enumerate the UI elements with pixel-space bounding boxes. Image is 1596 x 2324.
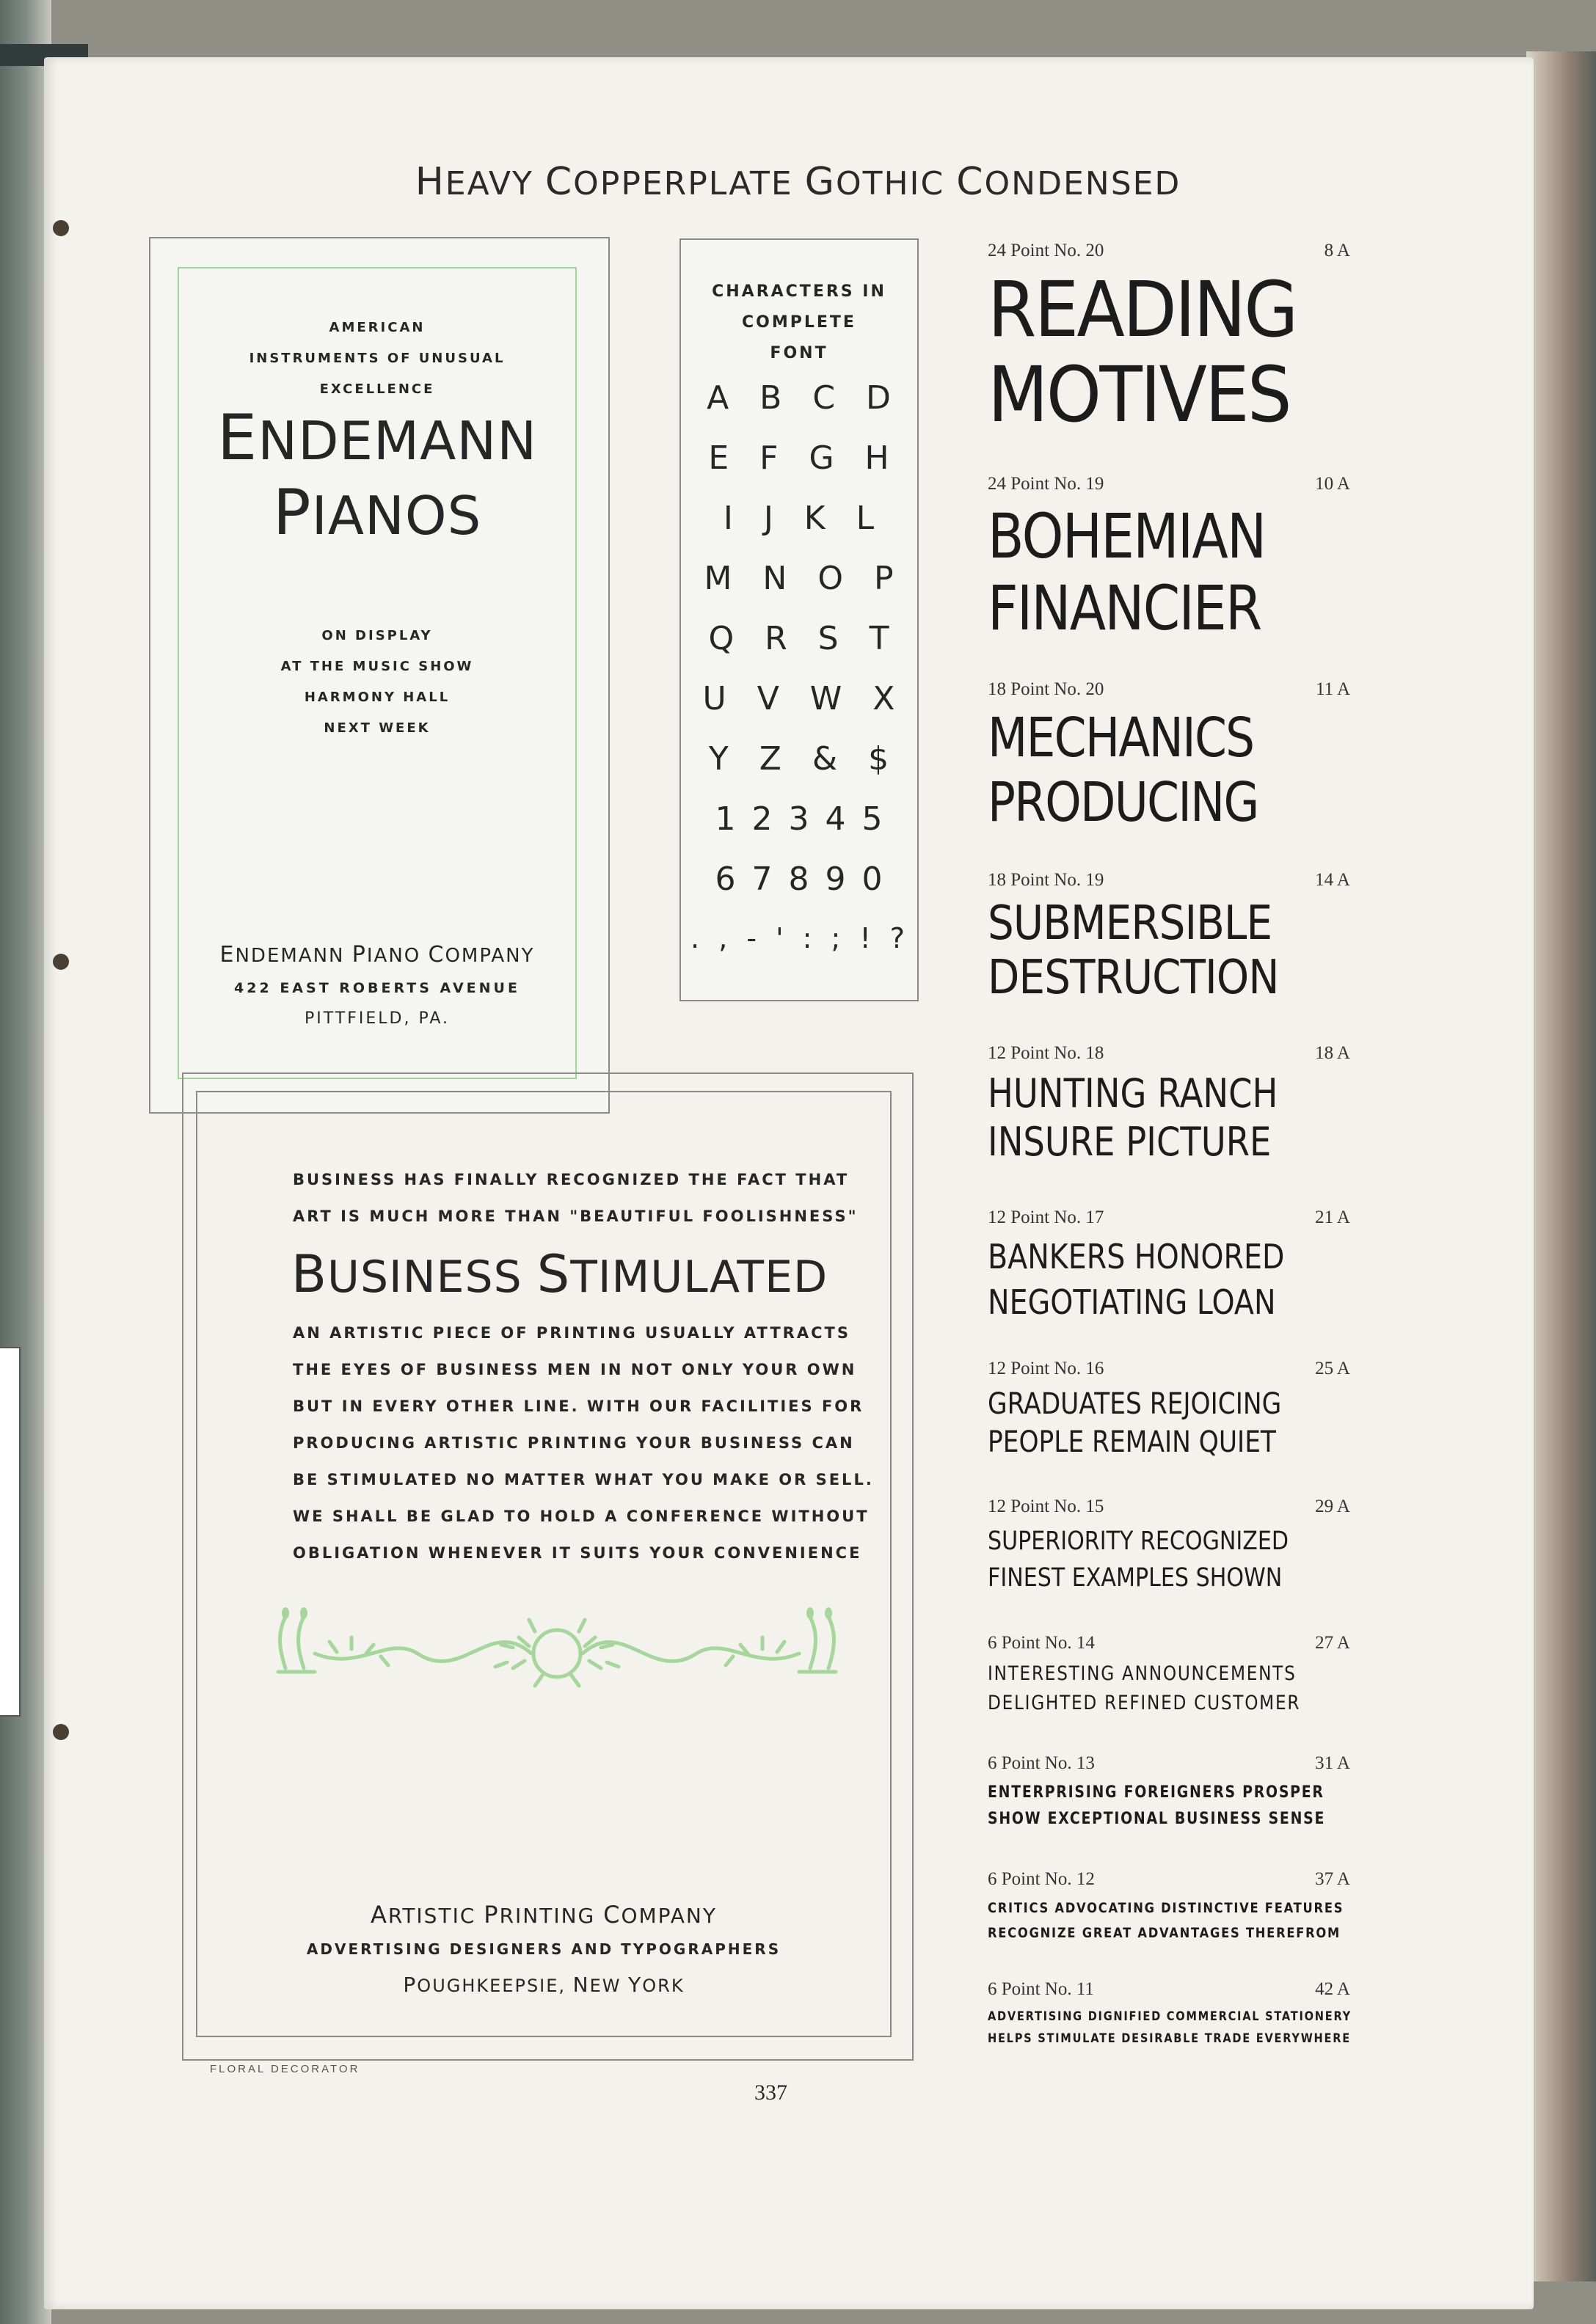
point-size: 6 Point No. 14 (988, 1633, 1095, 1653)
charset-row: U V W X (702, 680, 896, 717)
specimen-line: INTERESTING ANNOUNCEMENTS (988, 1662, 1297, 1685)
font-count: 37 A (1315, 1869, 1350, 1889)
specimen-line: SHOW EXCEPTIONAL BUSINESS SENSE (988, 1810, 1326, 1828)
charset-row: Q R S T (708, 620, 890, 657)
point-size: 12 Point No. 15 (988, 1497, 1104, 1516)
specimen-line: DESTRUCTION (988, 951, 1279, 1005)
card-address: 422 EAST ROBERTS AVENUE (234, 980, 520, 996)
printing-city: POUGHKEEPSIE, NEW YORK (403, 1973, 685, 1997)
printing-company: ARTISTIC PRINTING COMPANY (371, 1901, 717, 1929)
specimen-line: FINANCIER (988, 572, 1261, 644)
charset-row: 6 7 8 9 0 (715, 860, 883, 898)
specimen-line: NEGOTIATING LOAN (988, 1282, 1276, 1322)
font-count: 29 A (1315, 1497, 1350, 1516)
page-title: HEAVY COPPERPLATE GOTHIC CONDENSED (415, 160, 1181, 204)
body-line: BE STIMULATED NO MATTER WHAT YOU MAKE OR SELL. (293, 1471, 874, 1488)
ornament-label: FLORAL DECORATOR (210, 2063, 360, 2075)
binding-stitch (53, 1724, 69, 1740)
font-count: 14 A (1315, 870, 1350, 890)
specimen-block (988, 1043, 1350, 1166)
body-line: OBLIGATION WHENEVER IT SUITS YOUR CONVENIENCE (293, 1544, 862, 1562)
specimen-block (988, 1207, 1350, 1325)
charset-row: A B C D (707, 379, 892, 417)
specimen-line: FINEST EXAMPLES SHOWN (988, 1563, 1283, 1593)
specimen-line: HELPS STIMULATE DESIRABLE TRADE EVERYWHERE (988, 2031, 1351, 2046)
intro-line: ART IS MUCH MORE THAN "BEAUTIFUL FOOLISHNESS" (293, 1207, 859, 1225)
intro-line: BUSINESS HAS FINALLY RECOGNIZED THE FACT THAT (293, 1171, 850, 1188)
binding-stitch (53, 954, 69, 970)
point-size: 18 Point No. 19 (988, 870, 1104, 890)
charset-row: I J K L (723, 500, 875, 537)
specimen-block (988, 1497, 1350, 1596)
body-line: PRODUCING ARTISTIC PRINTING YOUR BUSINESS CAN (293, 1434, 855, 1452)
charset-row: . , - ' : ; ! ? (690, 922, 908, 954)
font-count: 25 A (1315, 1359, 1350, 1378)
specimen-line: ADVERTISING DIGNIFIED COMMERCIAL STATIONERY (988, 2009, 1352, 2024)
business-card-inner (196, 1091, 892, 2037)
point-size: 6 Point No. 12 (988, 1869, 1095, 1889)
specimen-line: MECHANICS (988, 706, 1254, 770)
point-size: 6 Point No. 11 (988, 1979, 1094, 1999)
specimen-block (988, 474, 1350, 644)
specimen-line: READING (988, 265, 1297, 354)
point-size: 24 Point No. 19 (988, 474, 1104, 494)
card-event-lines: ON DISPLAY AT THE MUSIC SHOW HARMONY HALL NEXT WEEK (280, 628, 474, 736)
charset-row: 1 2 3 4 5 (715, 800, 883, 838)
card-city: PITTFIELD, PA. (305, 1009, 450, 1028)
font-count: 21 A (1315, 1207, 1350, 1227)
specimen-line: PEOPLE REMAIN QUIET (988, 1425, 1276, 1459)
page-edges (1526, 51, 1596, 2281)
font-count: 18 A (1315, 1043, 1350, 1063)
font-count: 10 A (1315, 474, 1350, 494)
printing-tagline: ADVERTISING DESIGNERS AND TYPOGRAPHERS (306, 1940, 781, 1958)
point-size: 12 Point No. 16 (988, 1359, 1104, 1378)
specimen-line: PRODUCING (988, 771, 1258, 834)
specimen-block (988, 241, 1350, 437)
specimen-line: RECOGNIZE GREAT ADVANTAGES THEREFROM (988, 1925, 1341, 1941)
font-count: 31 A (1315, 1753, 1350, 1773)
specimen-line: SUBMERSIBLE (988, 896, 1272, 951)
specimen-block (988, 1753, 1350, 1832)
floral-ornament (271, 1602, 843, 1705)
specimen-block (988, 870, 1350, 1005)
body-line: BUT IN EVERY OTHER LINE. WITH OUR FACILITIES FOR (293, 1397, 864, 1415)
specimen-block (988, 1979, 1350, 2050)
font-count: 42 A (1315, 1979, 1350, 1999)
body-line: THE EYES OF BUSINESS MEN IN NOT ONLY YOUR OWN (293, 1361, 857, 1378)
specimen-line: SUPERIORITY RECOGNIZED (988, 1527, 1289, 1556)
page-number: 337 (754, 2080, 787, 2105)
body-line: AN ARTISTIC PIECE OF PRINTING USUALLY ATTRACTS (293, 1324, 850, 1342)
specimen-block (988, 1633, 1350, 1718)
specimen-line: GRADUATES REJOICING (988, 1387, 1282, 1421)
specimen-block (988, 679, 1350, 835)
card-tagline: AMERICAN INSTRUMENTS OF UNUSUAL EXCELLENCE (249, 320, 506, 397)
charset-row: Y Z & $ (708, 740, 890, 778)
specimen-line: MOTIVES (988, 350, 1290, 439)
font-count: 27 A (1315, 1633, 1350, 1653)
binding-stitch (53, 220, 69, 236)
specimen-line: BANKERS HONORED (988, 1237, 1285, 1276)
card-title: ENDEMANN PIANOS (216, 401, 538, 549)
business-card (182, 1073, 914, 2061)
card-green-border (178, 267, 577, 1079)
specimen-block (988, 1359, 1350, 1461)
business-title: BUSINESS STIMULATED (291, 1244, 828, 1304)
character-set-box (679, 238, 919, 1001)
card-company: ENDEMANN PIANO COMPANY (219, 942, 535, 968)
point-size: 12 Point No. 17 (988, 1207, 1104, 1227)
page-tab (0, 1347, 21, 1717)
point-size: 6 Point No. 13 (988, 1753, 1095, 1773)
point-size: 24 Point No. 20 (988, 241, 1104, 260)
point-size: 12 Point No. 18 (988, 1043, 1104, 1063)
charset-row: E F G H (708, 439, 890, 477)
body-line: WE SHALL BE GLAD TO HOLD A CONFERENCE WITHOUT (293, 1508, 870, 1525)
specimen-line: ENTERPRISING FOREIGNERS PROSPER (988, 1783, 1324, 1802)
charset-row: M N O P (704, 560, 894, 597)
font-count: 8 A (1324, 241, 1350, 260)
endemann-card (149, 237, 610, 1114)
specimen-line: CRITICS ADVOCATING DISTINCTIVE FEATURES (988, 1900, 1344, 1916)
point-size: 18 Point No. 20 (988, 679, 1104, 699)
specimen-line: BOHEMIAN (988, 500, 1266, 572)
specimen-block (988, 1869, 1350, 1945)
font-count: 11 A (1316, 679, 1350, 699)
specimen-line: HUNTING RANCH (988, 1070, 1278, 1117)
specimen-line: DELIGHTED REFINED CUSTOMER (988, 1692, 1301, 1714)
specimen-line: INSURE PICTURE (988, 1119, 1272, 1165)
charset-header: CHARACTERS IN COMPLETE FONT (712, 282, 886, 362)
